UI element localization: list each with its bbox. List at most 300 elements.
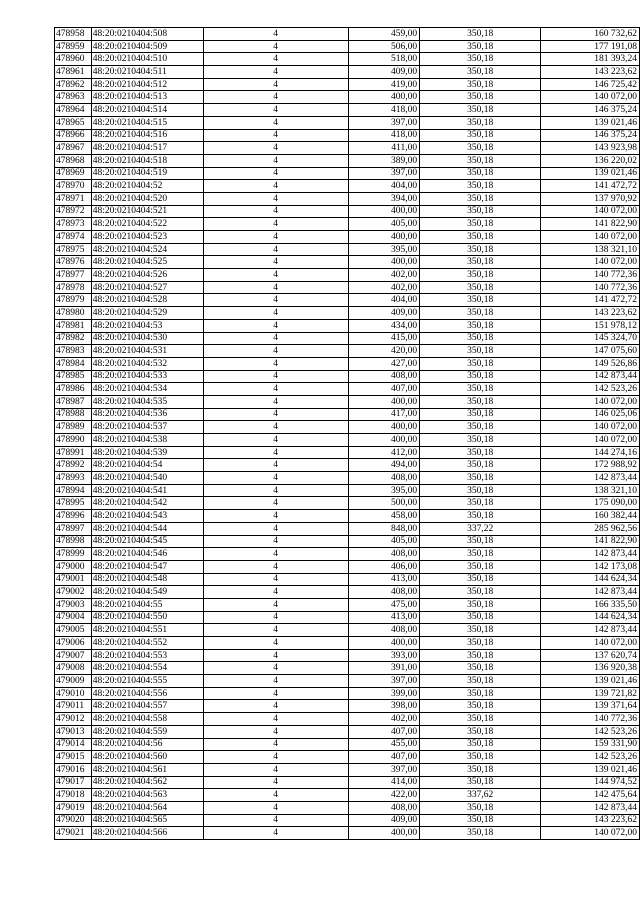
group-code-cell: 4 <box>203 116 348 129</box>
row-number-cell: 478958 <box>55 28 92 41</box>
unit-value-cell: 350,18 <box>420 637 541 650</box>
row-number-cell: 479007 <box>55 649 92 662</box>
table-row <box>55 294 640 307</box>
cadastral-value-cell: 140 772,36 <box>541 281 640 294</box>
cadastral-number-cell: 48:20:0210404:533 <box>91 370 203 383</box>
cadastral-value-cell: 140 772,36 <box>541 269 640 282</box>
cadastral-value-cell: 142 873,44 <box>541 801 640 814</box>
row-number-cell: 478969 <box>55 167 92 180</box>
unit-value-cell: 350,18 <box>420 281 541 294</box>
unit-value-cell: 350,18 <box>420 408 541 421</box>
unit-value-cell: 350,18 <box>420 205 541 218</box>
area-cell: 398,00 <box>348 700 419 713</box>
table-row <box>55 510 640 523</box>
cadastral-number-cell: 48:20:0210404:542 <box>91 497 203 510</box>
unit-value-cell: 350,18 <box>420 459 541 472</box>
table-row <box>55 281 640 294</box>
cadastral-number-cell: 48:20:0210404:514 <box>91 104 203 117</box>
area-cell: 848,00 <box>348 522 419 535</box>
table-row <box>55 192 640 205</box>
group-code-cell: 4 <box>203 269 348 282</box>
cadastral-number-cell: 48:20:0210404:510 <box>91 53 203 66</box>
unit-value-cell: 350,18 <box>420 624 541 637</box>
row-number-cell: 479009 <box>55 675 92 688</box>
group-code-cell: 4 <box>203 624 348 637</box>
row-number-cell: 478978 <box>55 281 92 294</box>
table-row <box>55 78 640 91</box>
area-cell: 459,00 <box>348 28 419 41</box>
cadastral-value-cell: 151 978,12 <box>541 319 640 332</box>
unit-value-cell: 350,18 <box>420 154 541 167</box>
area-cell: 408,00 <box>348 624 419 637</box>
cadastral-value-cell: 140 072,00 <box>541 231 640 244</box>
cadastral-number-cell: 48:20:0210404:549 <box>91 586 203 599</box>
unit-value-cell: 350,18 <box>420 814 541 827</box>
group-code-cell: 4 <box>203 675 348 688</box>
row-number-cell: 478985 <box>55 370 92 383</box>
cadastral-value-cell: 160 382,44 <box>541 510 640 523</box>
table-row <box>55 675 640 688</box>
area-cell: 413,00 <box>348 573 419 586</box>
cadastral-value-cell: 138 321,10 <box>541 484 640 497</box>
group-code-cell: 4 <box>203 383 348 396</box>
row-number-cell: 479003 <box>55 598 92 611</box>
unit-value-cell: 350,18 <box>420 738 541 751</box>
row-number-cell: 478997 <box>55 522 92 535</box>
row-number-cell: 478984 <box>55 357 92 370</box>
group-code-cell: 4 <box>203 560 348 573</box>
group-code-cell: 4 <box>203 231 348 244</box>
cadastral-number-cell: 48:20:0210404:534 <box>91 383 203 396</box>
unit-value-cell: 350,18 <box>420 192 541 205</box>
group-code-cell: 4 <box>203 192 348 205</box>
group-code-cell: 4 <box>203 459 348 472</box>
table-row <box>55 586 640 599</box>
cadastral-number-cell: 48:20:0210404:561 <box>91 763 203 776</box>
row-number-cell: 478991 <box>55 446 92 459</box>
cadastral-number-cell: 48:20:0210404:52 <box>91 180 203 193</box>
area-cell: 405,00 <box>348 535 419 548</box>
cadastral-value-cell: 159 331,90 <box>541 738 640 751</box>
unit-value-cell: 350,18 <box>420 421 541 434</box>
area-cell: 406,00 <box>348 560 419 573</box>
area-cell: 418,00 <box>348 104 419 117</box>
table-row <box>55 116 640 129</box>
unit-value-cell: 350,18 <box>420 357 541 370</box>
table-row <box>55 383 640 396</box>
row-number-cell: 479000 <box>55 560 92 573</box>
group-code-cell: 4 <box>203 91 348 104</box>
cadastral-value-cell: 142 173,08 <box>541 560 640 573</box>
table-row <box>55 66 640 79</box>
cadastral-value-cell: 140 072,00 <box>541 205 640 218</box>
table-row <box>55 345 640 358</box>
cadastral-value-cell: 142 523,26 <box>541 751 640 764</box>
cadastral-number-cell: 48:20:0210404:551 <box>91 624 203 637</box>
table-row <box>55 763 640 776</box>
row-number-cell: 479021 <box>55 827 92 840</box>
unit-value-cell: 350,18 <box>420 687 541 700</box>
unit-value-cell: 350,18 <box>420 725 541 738</box>
unit-value-cell: 350,18 <box>420 294 541 307</box>
area-cell: 400,00 <box>348 256 419 269</box>
cadastral-value-cell: 142 873,44 <box>541 370 640 383</box>
unit-value-cell: 350,18 <box>420 167 541 180</box>
unit-value-cell: 350,18 <box>420 560 541 573</box>
cadastral-number-cell: 48:20:0210404:553 <box>91 649 203 662</box>
unit-value-cell: 350,18 <box>420 446 541 459</box>
table-row <box>55 395 640 408</box>
cadastral-number-cell: 48:20:0210404:512 <box>91 78 203 91</box>
cadastral-number-cell: 48:20:0210404:538 <box>91 434 203 447</box>
row-number-cell: 478965 <box>55 116 92 129</box>
cadastral-number-cell: 48:20:0210404:554 <box>91 662 203 675</box>
table-row <box>55 713 640 726</box>
row-number-cell: 478966 <box>55 129 92 142</box>
table-row <box>55 738 640 751</box>
cadastral-number-cell: 48:20:0210404:525 <box>91 256 203 269</box>
table-row <box>55 522 640 535</box>
area-cell: 415,00 <box>348 332 419 345</box>
table-row <box>55 598 640 611</box>
area-cell: 434,00 <box>348 319 419 332</box>
cadastral-number-cell: 48:20:0210404:566 <box>91 827 203 840</box>
group-code-cell: 4 <box>203 763 348 776</box>
unit-value-cell: 350,18 <box>420 548 541 561</box>
table-row <box>55 319 640 332</box>
table-row <box>55 180 640 193</box>
cadastral-number-cell: 48:20:0210404:521 <box>91 205 203 218</box>
area-cell: 405,00 <box>348 218 419 231</box>
area-cell: 414,00 <box>348 776 419 789</box>
cadastral-value-cell: 142 475,64 <box>541 789 640 802</box>
unit-value-cell: 350,18 <box>420 662 541 675</box>
cadastral-value-cell: 177 191,08 <box>541 40 640 53</box>
row-number-cell: 479013 <box>55 725 92 738</box>
unit-value-cell: 350,18 <box>420 129 541 142</box>
unit-value-cell: 350,18 <box>420 611 541 624</box>
cadastral-value-cell: 142 523,26 <box>541 383 640 396</box>
table-row <box>55 573 640 586</box>
area-cell: 402,00 <box>348 713 419 726</box>
cadastral-value-cell: 142 523,26 <box>541 725 640 738</box>
cadastral-value-cell: 166 335,50 <box>541 598 640 611</box>
row-number-cell: 478990 <box>55 434 92 447</box>
cadastral-value-cell: 144 274,16 <box>541 446 640 459</box>
group-code-cell: 4 <box>203 472 348 485</box>
area-cell: 419,00 <box>348 78 419 91</box>
unit-value-cell: 350,18 <box>420 40 541 53</box>
area-cell: 397,00 <box>348 116 419 129</box>
area-cell: 397,00 <box>348 763 419 776</box>
cadastral-number-cell: 48:20:0210404:526 <box>91 269 203 282</box>
area-cell: 407,00 <box>348 383 419 396</box>
unit-value-cell: 350,18 <box>420 434 541 447</box>
unit-value-cell: 350,18 <box>420 345 541 358</box>
table-row <box>55 167 640 180</box>
cadastral-value-cell: 139 021,46 <box>541 116 640 129</box>
group-code-cell: 4 <box>203 319 348 332</box>
cadastral-number-cell: 48:20:0210404:529 <box>91 307 203 320</box>
row-number-cell: 478975 <box>55 243 92 256</box>
area-cell: 418,00 <box>348 129 419 142</box>
cadastral-value-cell: 144 624,34 <box>541 611 640 624</box>
cadastral-value-cell: 144 974,52 <box>541 776 640 789</box>
table-row <box>55 256 640 269</box>
row-number-cell: 478973 <box>55 218 92 231</box>
table-row <box>55 827 640 840</box>
area-cell: 402,00 <box>348 281 419 294</box>
group-code-cell: 4 <box>203 40 348 53</box>
group-code-cell: 4 <box>203 167 348 180</box>
area-cell: 408,00 <box>348 586 419 599</box>
area-cell: 397,00 <box>348 167 419 180</box>
unit-value-cell: 350,18 <box>420 586 541 599</box>
cadastral-value-cell: 143 223,62 <box>541 307 640 320</box>
row-number-cell: 478986 <box>55 383 92 396</box>
table-row <box>55 28 640 41</box>
unit-value-cell: 350,18 <box>420 104 541 117</box>
group-code-cell: 4 <box>203 421 348 434</box>
group-code-cell: 4 <box>203 751 348 764</box>
cadastral-number-cell: 48:20:0210404:547 <box>91 560 203 573</box>
row-number-cell: 478960 <box>55 53 92 66</box>
table-row <box>55 751 640 764</box>
table-row <box>55 560 640 573</box>
row-number-cell: 479011 <box>55 700 92 713</box>
row-number-cell: 478980 <box>55 307 92 320</box>
cadastral-number-cell: 48:20:0210404:564 <box>91 801 203 814</box>
cadastral-number-cell: 48:20:0210404:524 <box>91 243 203 256</box>
area-cell: 395,00 <box>348 243 419 256</box>
cadastral-number-cell: 48:20:0210404:565 <box>91 814 203 827</box>
unit-value-cell: 350,18 <box>420 78 541 91</box>
row-number-cell: 478972 <box>55 205 92 218</box>
cadastral-number-cell: 48:20:0210404:523 <box>91 231 203 244</box>
group-code-cell: 4 <box>203 573 348 586</box>
row-number-cell: 478963 <box>55 91 92 104</box>
cadastral-value-cell: 141 822,90 <box>541 218 640 231</box>
table-row <box>55 700 640 713</box>
table-row <box>55 776 640 789</box>
group-code-cell: 4 <box>203 713 348 726</box>
area-cell: 506,00 <box>348 40 419 53</box>
cadastral-number-cell: 48:20:0210404:537 <box>91 421 203 434</box>
cadastral-number-cell: 48:20:0210404:54 <box>91 459 203 472</box>
cadastral-value-cell: 141 472,72 <box>541 294 640 307</box>
unit-value-cell: 350,18 <box>420 256 541 269</box>
group-code-cell: 4 <box>203 827 348 840</box>
group-code-cell: 4 <box>203 535 348 548</box>
cadastral-number-cell: 48:20:0210404:527 <box>91 281 203 294</box>
table-row <box>55 91 640 104</box>
cadastral-value-cell: 144 624,34 <box>541 573 640 586</box>
row-number-cell: 478970 <box>55 180 92 193</box>
table-body <box>55 28 640 840</box>
row-number-cell: 478983 <box>55 345 92 358</box>
cadastral-value-cell: 139 021,46 <box>541 763 640 776</box>
group-code-cell: 4 <box>203 218 348 231</box>
group-code-cell: 4 <box>203 434 348 447</box>
unit-value-cell: 350,18 <box>420 573 541 586</box>
cadastral-number-cell: 48:20:0210404:546 <box>91 548 203 561</box>
unit-value-cell: 350,18 <box>420 763 541 776</box>
group-code-cell: 4 <box>203 256 348 269</box>
row-number-cell: 479012 <box>55 713 92 726</box>
table-row <box>55 307 640 320</box>
cadastral-number-cell: 48:20:0210404:53 <box>91 319 203 332</box>
unit-value-cell: 337,62 <box>420 789 541 802</box>
cadastral-value-cell: 149 526,86 <box>541 357 640 370</box>
cadastral-number-cell: 48:20:0210404:515 <box>91 116 203 129</box>
cadastral-number-cell: 48:20:0210404:56 <box>91 738 203 751</box>
row-number-cell: 478987 <box>55 395 92 408</box>
area-cell: 393,00 <box>348 649 419 662</box>
cadastral-number-cell: 48:20:0210404:550 <box>91 611 203 624</box>
cadastral-number-cell: 48:20:0210404:541 <box>91 484 203 497</box>
row-number-cell: 479017 <box>55 776 92 789</box>
group-code-cell: 4 <box>203 129 348 142</box>
table-row <box>55 408 640 421</box>
group-code-cell: 4 <box>203 28 348 41</box>
cadastral-number-cell: 48:20:0210404:509 <box>91 40 203 53</box>
unit-value-cell: 350,18 <box>420 28 541 41</box>
area-cell: 455,00 <box>348 738 419 751</box>
group-code-cell: 4 <box>203 370 348 383</box>
group-code-cell: 4 <box>203 637 348 650</box>
group-code-cell: 4 <box>203 395 348 408</box>
area-cell: 400,00 <box>348 637 419 650</box>
cadastral-value-cell: 140 072,00 <box>541 421 640 434</box>
row-number-cell: 479010 <box>55 687 92 700</box>
cadastral-value-cell: 142 873,44 <box>541 586 640 599</box>
area-cell: 400,00 <box>348 421 419 434</box>
group-code-cell: 4 <box>203 586 348 599</box>
cadastral-value-cell: 181 393,24 <box>541 53 640 66</box>
unit-value-cell: 350,18 <box>420 91 541 104</box>
table-row <box>55 332 640 345</box>
cadastral-number-cell: 48:20:0210404:517 <box>91 142 203 155</box>
unit-value-cell: 350,18 <box>420 751 541 764</box>
group-code-cell: 4 <box>203 345 348 358</box>
cadastral-number-cell: 48:20:0210404:540 <box>91 472 203 485</box>
cadastral-number-cell: 48:20:0210404:519 <box>91 167 203 180</box>
unit-value-cell: 350,18 <box>420 243 541 256</box>
area-cell: 475,00 <box>348 598 419 611</box>
cadastral-value-cell: 140 772,36 <box>541 713 640 726</box>
group-code-cell: 4 <box>203 243 348 256</box>
row-number-cell: 479001 <box>55 573 92 586</box>
group-code-cell: 4 <box>203 801 348 814</box>
table-row <box>55 814 640 827</box>
area-cell: 412,00 <box>348 446 419 459</box>
cadastral-value-cell: 145 324,70 <box>541 332 640 345</box>
cadastral-number-cell: 48:20:0210404:518 <box>91 154 203 167</box>
area-cell: 400,00 <box>348 91 419 104</box>
area-cell: 409,00 <box>348 66 419 79</box>
cadastral-number-cell: 48:20:0210404:522 <box>91 218 203 231</box>
cadastral-number-cell: 48:20:0210404:560 <box>91 751 203 764</box>
cadastral-number-cell: 48:20:0210404:513 <box>91 91 203 104</box>
cadastral-value-cell: 142 873,44 <box>541 624 640 637</box>
table-row <box>55 497 640 510</box>
unit-value-cell: 350,18 <box>420 383 541 396</box>
table-row <box>55 231 640 244</box>
unit-value-cell: 350,18 <box>420 218 541 231</box>
group-code-cell: 4 <box>203 649 348 662</box>
group-code-cell: 4 <box>203 357 348 370</box>
row-number-cell: 479014 <box>55 738 92 751</box>
area-cell: 397,00 <box>348 675 419 688</box>
cadastral-number-cell: 48:20:0210404:559 <box>91 725 203 738</box>
cadastral-number-cell: 48:20:0210404:544 <box>91 522 203 535</box>
area-cell: 404,00 <box>348 180 419 193</box>
cadastral-value-cell: 140 072,00 <box>541 827 640 840</box>
group-code-cell: 4 <box>203 307 348 320</box>
group-code-cell: 4 <box>203 180 348 193</box>
unit-value-cell: 350,18 <box>420 231 541 244</box>
row-number-cell: 479004 <box>55 611 92 624</box>
row-number-cell: 479018 <box>55 789 92 802</box>
group-code-cell: 4 <box>203 814 348 827</box>
table-row <box>55 459 640 472</box>
cadastral-value-cell: 160 732,62 <box>541 28 640 41</box>
row-number-cell: 479015 <box>55 751 92 764</box>
unit-value-cell: 350,18 <box>420 827 541 840</box>
cadastral-value-cell: 143 223,62 <box>541 814 640 827</box>
cadastral-value-cell: 140 072,00 <box>541 256 640 269</box>
row-number-cell: 478979 <box>55 294 92 307</box>
cadastral-value-cell: 172 988,92 <box>541 459 640 472</box>
cadastral-value-cell: 137 970,92 <box>541 192 640 205</box>
area-cell: 409,00 <box>348 814 419 827</box>
unit-value-cell: 337,22 <box>420 522 541 535</box>
area-cell: 400,00 <box>348 434 419 447</box>
row-number-cell: 478989 <box>55 421 92 434</box>
row-number-cell: 478995 <box>55 497 92 510</box>
table-row <box>55 548 640 561</box>
cadastral-number-cell: 48:20:0210404:535 <box>91 395 203 408</box>
row-number-cell: 479019 <box>55 801 92 814</box>
row-number-cell: 478993 <box>55 472 92 485</box>
area-cell: 389,00 <box>348 154 419 167</box>
group-code-cell: 4 <box>203 548 348 561</box>
group-code-cell: 4 <box>203 611 348 624</box>
cadastral-number-cell: 48:20:0210404:545 <box>91 535 203 548</box>
cadastral-number-cell: 48:20:0210404:552 <box>91 637 203 650</box>
group-code-cell: 4 <box>203 510 348 523</box>
unit-value-cell: 350,18 <box>420 510 541 523</box>
area-cell: 400,00 <box>348 205 419 218</box>
group-code-cell: 4 <box>203 205 348 218</box>
cadastral-value-cell: 141 472,72 <box>541 180 640 193</box>
cadastral-value-cell: 139 021,46 <box>541 675 640 688</box>
row-number-cell: 479016 <box>55 763 92 776</box>
group-code-cell: 4 <box>203 53 348 66</box>
row-number-cell: 478999 <box>55 548 92 561</box>
table-row <box>55 218 640 231</box>
unit-value-cell: 350,18 <box>420 180 541 193</box>
area-cell: 391,00 <box>348 662 419 675</box>
cadastral-value-cell: 175 090,00 <box>541 497 640 510</box>
group-code-cell: 4 <box>203 294 348 307</box>
unit-value-cell: 350,18 <box>420 776 541 789</box>
area-cell: 427,00 <box>348 357 419 370</box>
group-code-cell: 4 <box>203 497 348 510</box>
cadastral-number-cell: 48:20:0210404:557 <box>91 700 203 713</box>
area-cell: 407,00 <box>348 725 419 738</box>
table-row <box>55 370 640 383</box>
